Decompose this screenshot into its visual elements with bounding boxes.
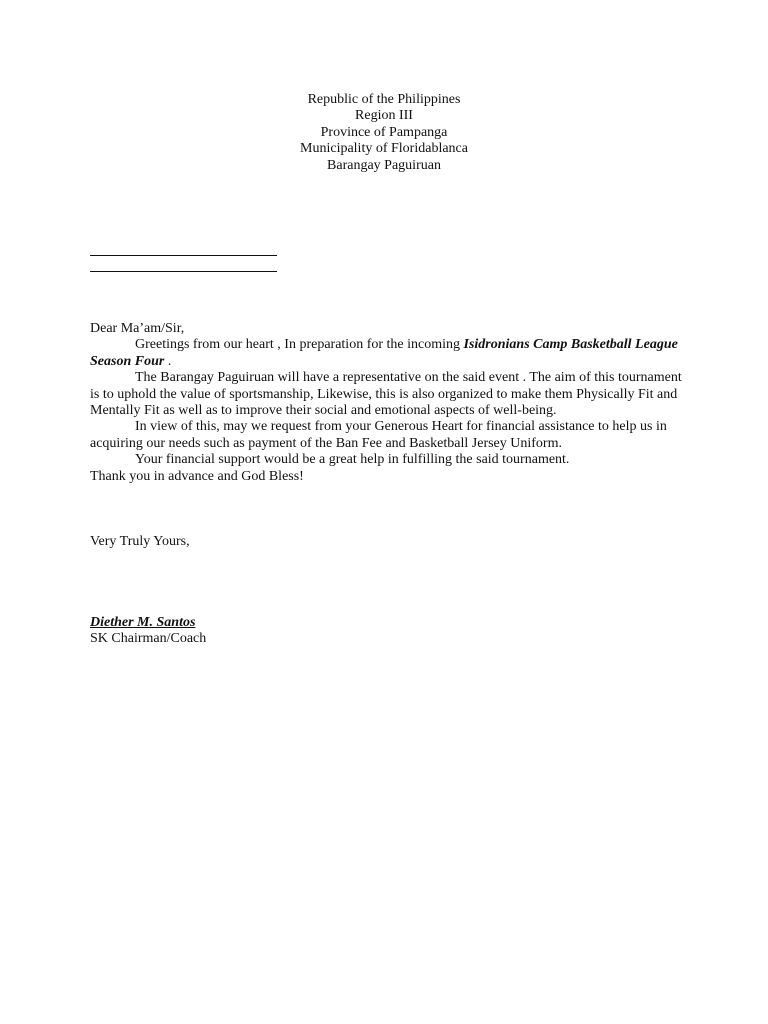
signatory-title: SK Chairman/Coach <box>90 631 207 647</box>
signature-block <box>90 615 206 648</box>
letterhead-barangay: Barangay Paguiruan <box>327 157 441 173</box>
paragraph-request: In view of this, may we request from your Generous Heart for financial assistance to help us in acquiring our needs such as payment of the Ban Fee and Basketball Jersey Uniform. <box>90 419 667 451</box>
letterhead-country: Republic of the Philippines <box>307 92 461 107</box>
letterhead <box>0 92 768 174</box>
greeting-text: Greetings from our heart , In preparation for the incoming <box>135 337 464 353</box>
paragraph-greeting <box>90 337 682 370</box>
recipient-name-blank <box>90 255 277 256</box>
paragraph-purpose: The Barangay Paguiruan will have a representative on the said event . The aim of this tournament is to uphold the value of sportsmanship, Likewise, this is also organized to make them Physically Fit and Mentally Fit as well as to improve their social and emotional aspects of well-being. <box>90 370 682 419</box>
complimentary-close: Very Truly Yours, <box>90 534 190 549</box>
thanks-line: Thank you in advance and God Bless! <box>90 468 304 484</box>
recipient-address-blank <box>90 271 277 272</box>
letter-body <box>90 321 682 485</box>
salutation: Dear Ma’am/Sir, <box>90 321 185 336</box>
greeting-end: . <box>164 353 172 369</box>
event-name: Isidronians Camp Basketball League Season Four <box>90 337 678 369</box>
letterhead-region: Region III <box>355 108 413 124</box>
letterhead-municipality: Municipality of Floridablanca <box>300 141 468 157</box>
signatory-name: Diether M. Santos <box>90 615 196 630</box>
letterhead-province: Province of Pampanga <box>320 124 448 140</box>
paragraph-support: Your financial support would be a great help in fulfilling the said tournament. <box>135 452 570 468</box>
